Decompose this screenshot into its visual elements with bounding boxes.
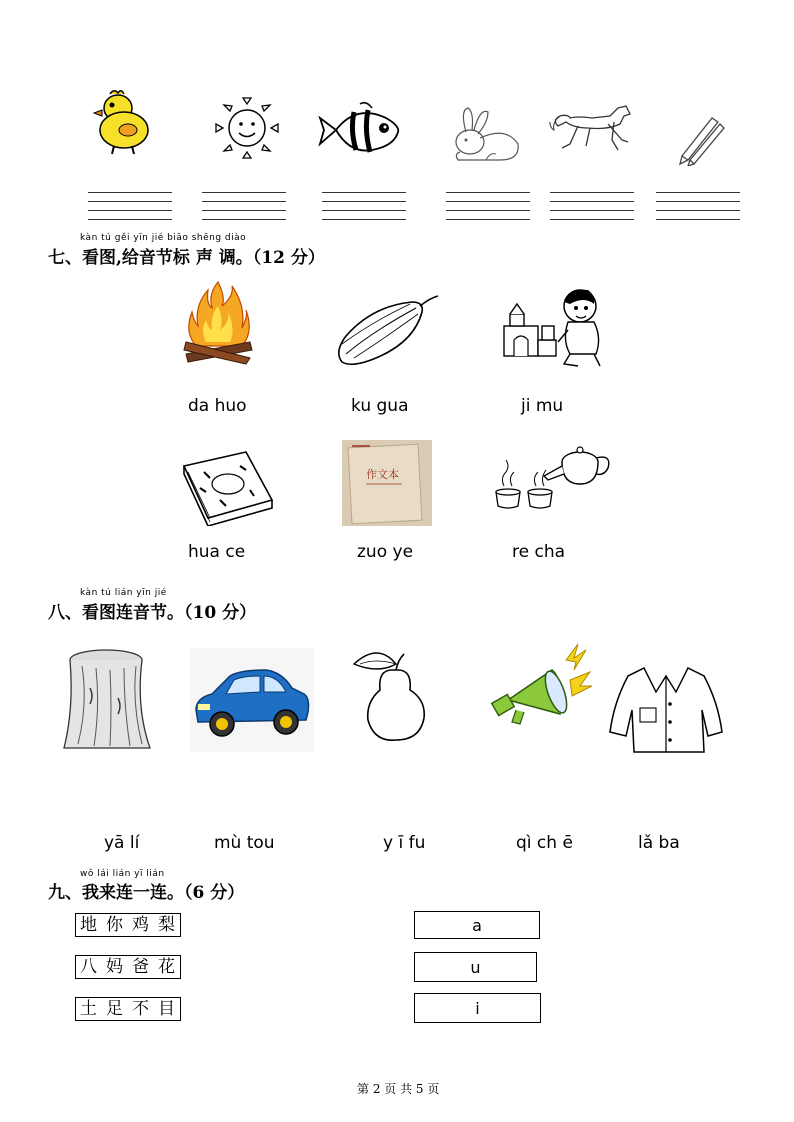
character-group-1[interactable]: 地你鸡梨 (75, 913, 181, 937)
pear-picture (348, 640, 438, 744)
page-footer: 第 2 页 共 5 页 (357, 1082, 440, 1096)
sun-picture (212, 96, 282, 160)
chick-picture (88, 88, 152, 156)
writing-lines[interactable] (202, 192, 286, 222)
word-hua-ce: hua ce (188, 542, 246, 562)
writing-lines[interactable] (550, 192, 634, 222)
rabbit-picture (446, 104, 524, 166)
section9-title: 九、我来连一连。（6 分） (48, 883, 245, 903)
section8-pinyin: kàn tú lián yīn jié (80, 588, 167, 598)
car-picture (190, 648, 314, 752)
writing-lines[interactable] (656, 192, 740, 222)
section7-title: 七、看图,给音节标 声 调。（12 分） (48, 248, 325, 268)
horse-picture (548, 100, 634, 158)
album-picture (180, 448, 276, 526)
word-yi-fu: y ī fu (383, 833, 426, 853)
word-ji-mu: ji mu (521, 396, 564, 416)
bonfire-picture (182, 276, 254, 368)
word-qi-che: qì ch ē (516, 833, 573, 853)
word-da-huo: da huo (188, 396, 247, 416)
hot-tea-picture (492, 440, 616, 520)
tree-stump-picture (60, 648, 156, 756)
character-group-2[interactable]: 八妈爸花 (75, 955, 181, 979)
writing-lines[interactable] (446, 192, 530, 222)
word-mu-tou: mù tou (214, 833, 275, 853)
writing-lines[interactable] (322, 192, 406, 222)
word-la-ba: lǎ ba (638, 833, 680, 853)
word-ku-gua: ku gua (351, 396, 409, 416)
character-group-3[interactable]: 土足不目 (75, 997, 181, 1021)
notebook-label: 作文本 (366, 468, 399, 481)
word-ya-li: yā lí (104, 833, 140, 853)
writing-lines[interactable] (88, 192, 172, 222)
word-re-cha: re cha (512, 542, 566, 562)
fish-picture (316, 100, 406, 160)
vowel-box-i[interactable]: i (414, 993, 541, 1023)
megaphone-picture (490, 640, 594, 736)
word-zuo-ye: zuo ye (357, 542, 414, 562)
bitter-melon-picture (332, 292, 440, 368)
shirt-picture (608, 662, 724, 756)
notebook-picture (342, 440, 432, 526)
vowel-box-u[interactable]: u (414, 952, 537, 982)
section9-pinyin: wǒ lái lián yī lián (80, 869, 165, 879)
pencils-picture (674, 112, 728, 166)
section7-pinyin: kàn tú gěi yīn jié biāo shēng diào (80, 233, 247, 243)
child-with-blocks-picture (500, 284, 606, 370)
section8-title: 八、看图连音节。（10 分） (48, 603, 257, 623)
vowel-box-a[interactable]: a (414, 911, 540, 939)
